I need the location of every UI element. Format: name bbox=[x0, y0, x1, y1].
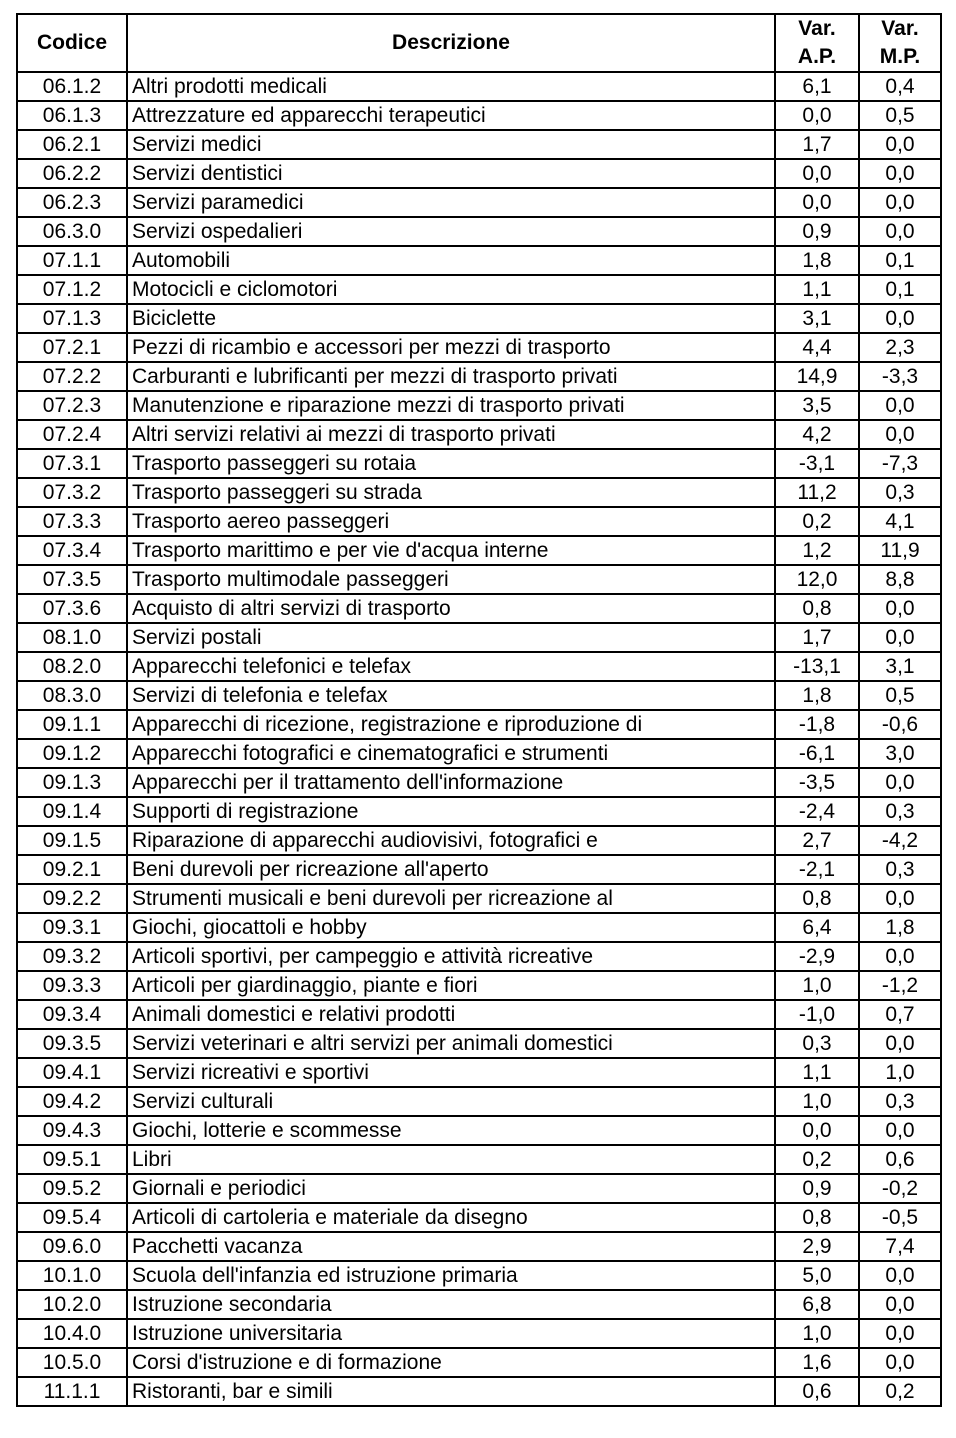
table-row bbox=[17, 942, 941, 971]
row-description: Giochi, giocattoli e hobby bbox=[127, 913, 775, 942]
row-var-mp: 0,0 bbox=[859, 1290, 941, 1319]
row-code: 09.1.3 bbox=[17, 768, 127, 797]
row-var-mp: 0,0 bbox=[859, 1029, 941, 1058]
table-row bbox=[17, 217, 941, 246]
row-description: Servizi di telefonia e telefax bbox=[127, 681, 775, 710]
row-var-ap: -6,1 bbox=[775, 739, 859, 768]
row-var-mp: 0,3 bbox=[859, 855, 941, 884]
row-var-ap: 6,8 bbox=[775, 1290, 859, 1319]
row-var-ap: 1,7 bbox=[775, 623, 859, 652]
table-row bbox=[17, 130, 941, 159]
row-code: 06.2.1 bbox=[17, 130, 127, 159]
row-code: 06.3.0 bbox=[17, 217, 127, 246]
row-code: 07.1.2 bbox=[17, 275, 127, 304]
table-row bbox=[17, 159, 941, 188]
row-var-mp: 0,3 bbox=[859, 797, 941, 826]
row-var-ap: 1,6 bbox=[775, 1348, 859, 1377]
row-var-ap: 6,4 bbox=[775, 913, 859, 942]
row-code: 09.1.1 bbox=[17, 710, 127, 739]
header-var-ap-line1: Var. bbox=[798, 17, 836, 40]
table-row bbox=[17, 826, 941, 855]
row-description: Servizi dentistici bbox=[127, 159, 775, 188]
row-var-ap: -2,1 bbox=[775, 855, 859, 884]
row-description: Biciclette bbox=[127, 304, 775, 333]
row-description: Servizi veterinari e altri servizi per animali domestici bbox=[127, 1029, 775, 1058]
table-row bbox=[17, 304, 941, 333]
row-var-mp: 0,0 bbox=[859, 420, 941, 449]
row-code: 10.2.0 bbox=[17, 1290, 127, 1319]
table-row bbox=[17, 855, 941, 884]
table-row bbox=[17, 478, 941, 507]
row-var-mp: 2,3 bbox=[859, 333, 941, 362]
table-row bbox=[17, 1319, 941, 1348]
row-var-mp: 0,0 bbox=[859, 304, 941, 333]
row-description: Libri bbox=[127, 1145, 775, 1174]
row-code: 09.2.2 bbox=[17, 884, 127, 913]
table-row bbox=[17, 739, 941, 768]
table-row bbox=[17, 1145, 941, 1174]
table-row bbox=[17, 275, 941, 304]
row-var-mp: 11,9 bbox=[859, 536, 941, 565]
row-description: Giornali e periodici bbox=[127, 1174, 775, 1203]
row-var-ap: 0,8 bbox=[775, 594, 859, 623]
row-var-mp: 0,0 bbox=[859, 1319, 941, 1348]
table-header bbox=[17, 14, 941, 72]
row-var-ap: 3,1 bbox=[775, 304, 859, 333]
table-row bbox=[17, 333, 941, 362]
row-code: 06.1.3 bbox=[17, 101, 127, 130]
table-row bbox=[17, 72, 941, 101]
row-code: 10.4.0 bbox=[17, 1319, 127, 1348]
row-var-ap: 1,0 bbox=[775, 971, 859, 1000]
row-var-ap: 1,1 bbox=[775, 275, 859, 304]
row-code: 09.5.2 bbox=[17, 1174, 127, 1203]
row-code: 07.3.3 bbox=[17, 507, 127, 536]
table-row bbox=[17, 681, 941, 710]
row-code: 07.2.1 bbox=[17, 333, 127, 362]
row-code: 09.4.2 bbox=[17, 1087, 127, 1116]
row-description: Altri servizi relativi ai mezzi di trasporto privati bbox=[127, 420, 775, 449]
row-var-ap: 0,2 bbox=[775, 507, 859, 536]
table-row bbox=[17, 565, 941, 594]
table-row bbox=[17, 1261, 941, 1290]
row-var-ap: 0,0 bbox=[775, 101, 859, 130]
row-var-ap: 0,8 bbox=[775, 1203, 859, 1232]
row-code: 11.1.1 bbox=[17, 1377, 127, 1406]
row-var-ap: 6,1 bbox=[775, 72, 859, 101]
row-description: Articoli per giardinaggio, piante e fiori bbox=[127, 971, 775, 1000]
row-var-mp: -0,6 bbox=[859, 710, 941, 739]
row-var-mp: 0,0 bbox=[859, 623, 941, 652]
row-var-ap: -3,5 bbox=[775, 768, 859, 797]
row-var-mp: 0,5 bbox=[859, 681, 941, 710]
row-var-mp: -0,5 bbox=[859, 1203, 941, 1232]
table-row bbox=[17, 913, 941, 942]
row-code: 06.2.3 bbox=[17, 188, 127, 217]
row-code: 07.3.2 bbox=[17, 478, 127, 507]
row-var-ap: 4,2 bbox=[775, 420, 859, 449]
row-var-ap: 12,0 bbox=[775, 565, 859, 594]
row-var-ap: 5,0 bbox=[775, 1261, 859, 1290]
header-var-ap-line2: A.P. bbox=[797, 45, 837, 68]
row-code: 09.1.4 bbox=[17, 797, 127, 826]
row-description: Ristoranti, bar e simili bbox=[127, 1377, 775, 1406]
row-var-mp: 0,0 bbox=[859, 130, 941, 159]
row-var-mp: 0,0 bbox=[859, 1348, 941, 1377]
row-description: Pacchetti vacanza bbox=[127, 1232, 775, 1261]
row-code: 09.3.2 bbox=[17, 942, 127, 971]
header-var-mp bbox=[859, 14, 941, 72]
row-description: Servizi ricreativi e sportivi bbox=[127, 1058, 775, 1087]
row-var-ap: 0,0 bbox=[775, 188, 859, 217]
row-description: Motocicli e ciclomotori bbox=[127, 275, 775, 304]
header-code: Codice bbox=[17, 14, 127, 72]
row-description: Servizi medici bbox=[127, 130, 775, 159]
row-var-mp: 0,0 bbox=[859, 188, 941, 217]
table-row bbox=[17, 594, 941, 623]
row-code: 07.2.4 bbox=[17, 420, 127, 449]
row-code: 10.1.0 bbox=[17, 1261, 127, 1290]
table-row bbox=[17, 1290, 941, 1319]
header-var-mp-line2: M.P. bbox=[879, 45, 921, 68]
row-var-mp: 0,3 bbox=[859, 478, 941, 507]
row-var-mp: 8,8 bbox=[859, 565, 941, 594]
table-row bbox=[17, 1116, 941, 1145]
row-var-mp: 0,3 bbox=[859, 1087, 941, 1116]
row-var-ap: 1,8 bbox=[775, 246, 859, 275]
row-var-ap: -2,4 bbox=[775, 797, 859, 826]
header-row bbox=[17, 14, 941, 72]
row-code: 09.3.3 bbox=[17, 971, 127, 1000]
row-code: 07.2.3 bbox=[17, 391, 127, 420]
row-description: Beni durevoli per ricreazione all'aperto bbox=[127, 855, 775, 884]
row-code: 07.2.2 bbox=[17, 362, 127, 391]
row-var-mp: 7,4 bbox=[859, 1232, 941, 1261]
row-var-mp: 1,8 bbox=[859, 913, 941, 942]
row-var-mp: 0,0 bbox=[859, 1116, 941, 1145]
row-var-mp: 0,0 bbox=[859, 768, 941, 797]
row-code: 09.2.1 bbox=[17, 855, 127, 884]
row-code: 07.1.3 bbox=[17, 304, 127, 333]
row-code: 08.3.0 bbox=[17, 681, 127, 710]
table-row bbox=[17, 884, 941, 913]
row-code: 07.1.1 bbox=[17, 246, 127, 275]
table-row bbox=[17, 449, 941, 478]
row-code: 06.2.2 bbox=[17, 159, 127, 188]
row-description: Apparecchi di ricezione, registrazione e riproduzione di bbox=[127, 710, 775, 739]
row-var-ap: 11,2 bbox=[775, 478, 859, 507]
table-row bbox=[17, 1232, 941, 1261]
table-row bbox=[17, 536, 941, 565]
row-description: Servizi culturali bbox=[127, 1087, 775, 1116]
row-var-mp: 1,0 bbox=[859, 1058, 941, 1087]
table-row bbox=[17, 507, 941, 536]
table-row bbox=[17, 797, 941, 826]
row-var-ap: 2,9 bbox=[775, 1232, 859, 1261]
table-row bbox=[17, 768, 941, 797]
table-row bbox=[17, 1000, 941, 1029]
row-var-ap: 0,2 bbox=[775, 1145, 859, 1174]
table-row bbox=[17, 1174, 941, 1203]
row-var-ap: 2,7 bbox=[775, 826, 859, 855]
table-row bbox=[17, 246, 941, 275]
row-description: Trasporto passeggeri su rotaia bbox=[127, 449, 775, 478]
row-var-mp: 3,0 bbox=[859, 739, 941, 768]
header-var-mp-line1: Var. bbox=[881, 17, 919, 40]
row-code: 06.1.2 bbox=[17, 72, 127, 101]
row-description: Istruzione secondaria bbox=[127, 1290, 775, 1319]
table-row bbox=[17, 623, 941, 652]
row-description: Animali domestici e relativi prodotti bbox=[127, 1000, 775, 1029]
row-var-mp: 0,7 bbox=[859, 1000, 941, 1029]
header-description: Descrizione bbox=[127, 14, 775, 72]
row-var-mp: 3,1 bbox=[859, 652, 941, 681]
row-description: Acquisto di altri servizi di trasporto bbox=[127, 594, 775, 623]
row-var-mp: -4,2 bbox=[859, 826, 941, 855]
row-var-mp: -1,2 bbox=[859, 971, 941, 1000]
row-var-mp: 0,2 bbox=[859, 1377, 941, 1406]
row-description: Riparazione di apparecchi audiovisivi, fotografici e bbox=[127, 826, 775, 855]
row-description: Articoli di cartoleria e materiale da disegno bbox=[127, 1203, 775, 1232]
row-description: Servizi paramedici bbox=[127, 188, 775, 217]
row-code: 07.3.5 bbox=[17, 565, 127, 594]
table-row bbox=[17, 1029, 941, 1058]
row-description: Giochi, lotterie e scommesse bbox=[127, 1116, 775, 1145]
row-var-mp: 0,1 bbox=[859, 246, 941, 275]
row-var-ap: 1,8 bbox=[775, 681, 859, 710]
table-row bbox=[17, 710, 941, 739]
row-var-ap: 1,0 bbox=[775, 1319, 859, 1348]
table-row bbox=[17, 420, 941, 449]
row-description: Trasporto aereo passeggeri bbox=[127, 507, 775, 536]
row-code: 09.4.1 bbox=[17, 1058, 127, 1087]
row-var-ap: 0,0 bbox=[775, 1116, 859, 1145]
row-var-mp: 0,0 bbox=[859, 594, 941, 623]
row-var-mp: 4,1 bbox=[859, 507, 941, 536]
table-row bbox=[17, 1348, 941, 1377]
row-var-mp: -7,3 bbox=[859, 449, 941, 478]
row-description: Apparecchi telefonici e telefax bbox=[127, 652, 775, 681]
row-code: 07.3.6 bbox=[17, 594, 127, 623]
row-var-mp: 0,0 bbox=[859, 1261, 941, 1290]
row-description: Strumenti musicali e beni durevoli per ricreazione al bbox=[127, 884, 775, 913]
row-description: Manutenzione e riparazione mezzi di trasporto privati bbox=[127, 391, 775, 420]
row-var-ap: 0,6 bbox=[775, 1377, 859, 1406]
row-var-ap: 1,0 bbox=[775, 1087, 859, 1116]
row-var-mp: 0,0 bbox=[859, 159, 941, 188]
row-var-mp: 0,0 bbox=[859, 884, 941, 913]
row-code: 09.1.5 bbox=[17, 826, 127, 855]
row-code: 09.3.1 bbox=[17, 913, 127, 942]
row-description: Pezzi di ricambio e accessori per mezzi di trasporto bbox=[127, 333, 775, 362]
row-description: Trasporto marittimo e per vie d'acqua interne bbox=[127, 536, 775, 565]
row-var-ap: 3,5 bbox=[775, 391, 859, 420]
row-var-mp: 0,1 bbox=[859, 275, 941, 304]
row-description: Servizi ospedalieri bbox=[127, 217, 775, 246]
row-var-ap: 0,9 bbox=[775, 217, 859, 246]
row-var-ap: 0,0 bbox=[775, 159, 859, 188]
row-var-mp: -3,3 bbox=[859, 362, 941, 391]
row-var-ap: -2,9 bbox=[775, 942, 859, 971]
row-description: Istruzione universitaria bbox=[127, 1319, 775, 1348]
row-code: 09.4.3 bbox=[17, 1116, 127, 1145]
row-code: 08.1.0 bbox=[17, 623, 127, 652]
row-description: Servizi postali bbox=[127, 623, 775, 652]
row-var-mp: 0,0 bbox=[859, 391, 941, 420]
row-description: Scuola dell'infanzia ed istruzione primaria bbox=[127, 1261, 775, 1290]
header-var-ap bbox=[775, 14, 859, 72]
row-var-ap: 1,7 bbox=[775, 130, 859, 159]
row-var-mp: -0,2 bbox=[859, 1174, 941, 1203]
row-var-mp: 0,0 bbox=[859, 217, 941, 246]
row-var-mp: 0,5 bbox=[859, 101, 941, 130]
row-var-ap: -3,1 bbox=[775, 449, 859, 478]
row-code: 07.3.4 bbox=[17, 536, 127, 565]
row-description: Altri prodotti medicali bbox=[127, 72, 775, 101]
row-code: 09.1.2 bbox=[17, 739, 127, 768]
row-description: Apparecchi per il trattamento dell'informazione bbox=[127, 768, 775, 797]
row-code: 07.3.1 bbox=[17, 449, 127, 478]
row-description: Supporti di registrazione bbox=[127, 797, 775, 826]
row-code: 09.5.1 bbox=[17, 1145, 127, 1174]
row-var-ap: 14,9 bbox=[775, 362, 859, 391]
row-code: 09.5.4 bbox=[17, 1203, 127, 1232]
row-description: Corsi d'istruzione e di formazione bbox=[127, 1348, 775, 1377]
table-row bbox=[17, 1087, 941, 1116]
row-var-ap: 1,1 bbox=[775, 1058, 859, 1087]
price-variation-table bbox=[16, 13, 942, 1407]
table-row bbox=[17, 362, 941, 391]
row-var-ap: 0,3 bbox=[775, 1029, 859, 1058]
table-row bbox=[17, 652, 941, 681]
row-var-ap: 0,9 bbox=[775, 1174, 859, 1203]
table-row bbox=[17, 971, 941, 1000]
row-description: Automobili bbox=[127, 246, 775, 275]
row-var-ap: -1,0 bbox=[775, 1000, 859, 1029]
row-var-mp: 0,0 bbox=[859, 942, 941, 971]
row-var-mp: 0,4 bbox=[859, 72, 941, 101]
table-row bbox=[17, 101, 941, 130]
row-var-ap: -1,8 bbox=[775, 710, 859, 739]
row-code: 09.6.0 bbox=[17, 1232, 127, 1261]
table-row bbox=[17, 1203, 941, 1232]
row-code: 10.5.0 bbox=[17, 1348, 127, 1377]
table-row bbox=[17, 188, 941, 217]
table-row bbox=[17, 1058, 941, 1087]
row-var-mp: 0,6 bbox=[859, 1145, 941, 1174]
table-row bbox=[17, 391, 941, 420]
row-description: Carburanti e lubrificanti per mezzi di trasporto privati bbox=[127, 362, 775, 391]
row-var-ap: -13,1 bbox=[775, 652, 859, 681]
row-description: Trasporto multimodale passeggeri bbox=[127, 565, 775, 594]
row-description: Trasporto passeggeri su strada bbox=[127, 478, 775, 507]
row-var-ap: 4,4 bbox=[775, 333, 859, 362]
row-description: Articoli sportivi, per campeggio e attività ricreative bbox=[127, 942, 775, 971]
table-body bbox=[17, 72, 941, 1406]
table-row bbox=[17, 1377, 941, 1406]
row-description: Apparecchi fotografici e cinematografici e strumenti bbox=[127, 739, 775, 768]
row-var-ap: 1,2 bbox=[775, 536, 859, 565]
row-var-ap: 0,8 bbox=[775, 884, 859, 913]
row-description: Attrezzature ed apparecchi terapeutici bbox=[127, 101, 775, 130]
row-code: 08.2.0 bbox=[17, 652, 127, 681]
row-code: 09.3.5 bbox=[17, 1029, 127, 1058]
row-code: 09.3.4 bbox=[17, 1000, 127, 1029]
